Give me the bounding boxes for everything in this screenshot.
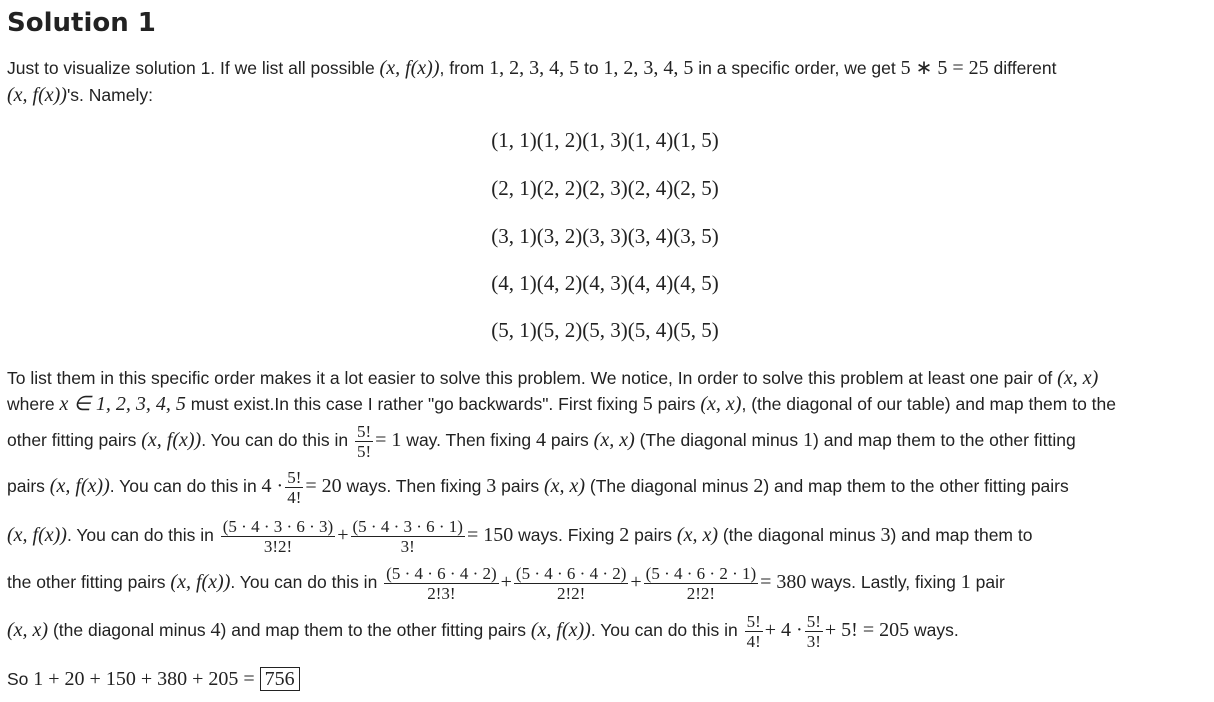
numerator: (5 · 4 · 3 · 6 · 1) <box>352 517 463 536</box>
math: + <box>500 571 512 594</box>
text: where <box>7 394 60 414</box>
math: + <box>630 571 642 594</box>
numerator: 5! <box>746 612 761 631</box>
text: pairs <box>496 476 544 497</box>
para-line-7 <box>7 612 959 651</box>
text: ) and map them to <box>890 525 1033 546</box>
math: = 20 <box>305 475 342 498</box>
math: (x, f(x)) <box>141 429 202 452</box>
text: ) and map them to the other fitting <box>813 430 1076 451</box>
denominator: 2!2! <box>556 584 586 603</box>
para-line-1 <box>7 367 1098 389</box>
text: ways. Lastly, fixing <box>806 572 961 593</box>
fraction <box>285 468 303 507</box>
math: 4 <box>536 429 546 452</box>
numerator: (5 · 4 · 6 · 2 · 1) <box>645 564 757 583</box>
math: (x, x) <box>676 524 718 547</box>
denominator: 3!2! <box>263 537 293 556</box>
table-row-3: (3, 1)(3, 2)(3, 3)(3, 4)(3, 5) <box>491 224 719 248</box>
table-row-2: (2, 1)(2, 2)(2, 3)(2, 4)(2, 5) <box>491 176 719 200</box>
denominator: 5! <box>356 442 372 461</box>
text: (the diagonal minus <box>48 620 211 641</box>
text: ways. Then fixing <box>341 476 487 497</box>
math: (x, f(x)) <box>170 571 231 594</box>
denominator: 3! <box>400 537 415 556</box>
math: (x, x) <box>700 393 742 415</box>
math: 1 <box>803 429 814 452</box>
answer-box: 756 <box>260 667 300 691</box>
text: to <box>579 58 604 78</box>
para-line-4 <box>7 468 1069 507</box>
math: (x, f(x)) <box>379 57 440 79</box>
math: x ∈ 1, 2, 3, 4, 5 <box>59 393 186 415</box>
text: (The diagonal minus <box>634 430 804 451</box>
math: 1, 2, 3, 4, 5 <box>603 57 694 79</box>
math: + 4 · <box>764 619 803 642</box>
math: 1, 2, 3, 4, 5 <box>489 57 580 79</box>
table-row-5: (5, 1)(5, 2)(5, 3)(5, 4)(5, 5) <box>491 318 719 342</box>
fraction <box>355 422 373 461</box>
intro-line-2 <box>7 84 153 106</box>
text: . You can do this in <box>66 525 219 546</box>
fraction <box>384 564 498 603</box>
fraction <box>221 517 335 556</box>
para-line-6 <box>7 564 1005 603</box>
math: (x, x) <box>543 475 586 498</box>
text: pairs <box>7 476 50 497</box>
math: (x, x) <box>1057 367 1099 389</box>
math: 1 + 20 + 150 + 380 + 205 = <box>33 668 255 690</box>
math: 5 ∗ 5 = 25 <box>900 57 989 79</box>
text: pairs <box>652 394 701 414</box>
para-line-3 <box>7 422 1076 461</box>
denominator: 3! <box>806 632 821 651</box>
math: = 150 <box>466 524 514 547</box>
text: in a specific order, we get <box>693 58 901 78</box>
conclusion-line <box>7 667 300 691</box>
numerator: 5! <box>287 468 302 487</box>
math: 3 <box>880 524 891 547</box>
fraction <box>351 517 465 556</box>
denominator: 4! <box>287 488 302 507</box>
text: So <box>7 669 34 689</box>
text: . You can do this in <box>201 430 353 451</box>
text: . You can do this in <box>590 620 743 641</box>
math: 4 · <box>261 475 284 498</box>
text: 's. Namely: <box>66 85 153 105</box>
math: = 380 <box>760 571 807 594</box>
text: ) and map them to the other fitting pairs <box>220 620 531 641</box>
math: 2 <box>619 524 630 547</box>
text: ) and map them to the other fitting pairs <box>763 476 1069 497</box>
math: + 5! = 205 <box>824 619 910 642</box>
numerator: (5 · 4 · 6 · 4 · 2) <box>386 564 497 583</box>
text: the other fitting pairs <box>7 572 171 593</box>
para-line-5 <box>7 517 1032 556</box>
denominator: 2!2! <box>686 584 716 603</box>
text: way. Then fixing <box>401 430 536 451</box>
denominator: 4! <box>746 632 761 651</box>
math: (x, f(x)) <box>49 475 110 498</box>
text: Just to visualize solution 1. If we list all possible <box>7 58 380 78</box>
text: ways. Fixing <box>513 525 620 546</box>
text: . You can do this in <box>109 476 262 497</box>
math: 2 <box>753 475 764 498</box>
fraction <box>644 564 758 603</box>
math: 5 <box>642 393 653 415</box>
numerator: 5! <box>356 422 372 441</box>
table-row-1: (1, 1)(1, 2)(1, 3)(1, 4)(1, 5) <box>491 128 719 152</box>
intro-line-1 <box>7 57 1056 79</box>
numerator: (5 · 4 · 3 · 6 · 3) <box>222 517 334 536</box>
text: must exist.In this case I rather "go backwards". First fixing <box>185 394 643 414</box>
math: (x, f(x)) <box>7 84 67 106</box>
math: + <box>337 524 349 547</box>
text: To list them in this specific order makes it a lot easier to solve this problem. We notice, In order to solve this problem at least one pair of <box>7 368 1058 388</box>
math: (x, f(x)) <box>7 524 67 547</box>
text: different <box>988 58 1057 78</box>
numerator: 5! <box>806 612 821 631</box>
text: pairs <box>629 525 677 546</box>
text: . You can do this in <box>230 572 383 593</box>
text: pair <box>970 572 1005 593</box>
text: pairs <box>546 430 594 451</box>
text: , (the diagonal of our table) and map them to the <box>741 394 1117 414</box>
math: 1 <box>960 571 971 594</box>
table-row-4: (4, 1)(4, 2)(4, 3)(4, 4)(4, 5) <box>491 271 719 295</box>
math: (x, x) <box>7 619 49 642</box>
math: 4 <box>210 619 221 642</box>
denominator: 2!3! <box>427 584 456 603</box>
fraction <box>805 612 823 651</box>
math: = 1 <box>375 429 402 452</box>
text: (The diagonal minus <box>585 476 754 497</box>
page-title: Solution 1 <box>7 8 156 38</box>
text: (the diagonal minus <box>717 525 881 546</box>
math: (x, f(x)) <box>530 619 591 642</box>
text: ways. <box>909 620 959 641</box>
fraction <box>514 564 628 603</box>
numerator: (5 · 4 · 6 · 4 · 2) <box>515 564 627 583</box>
math: 3 <box>486 475 497 498</box>
fraction <box>745 612 763 651</box>
math: (x, x) <box>593 429 635 452</box>
text: other fitting pairs <box>7 430 142 451</box>
para-line-2 <box>7 393 1116 415</box>
text: , from <box>439 58 490 78</box>
